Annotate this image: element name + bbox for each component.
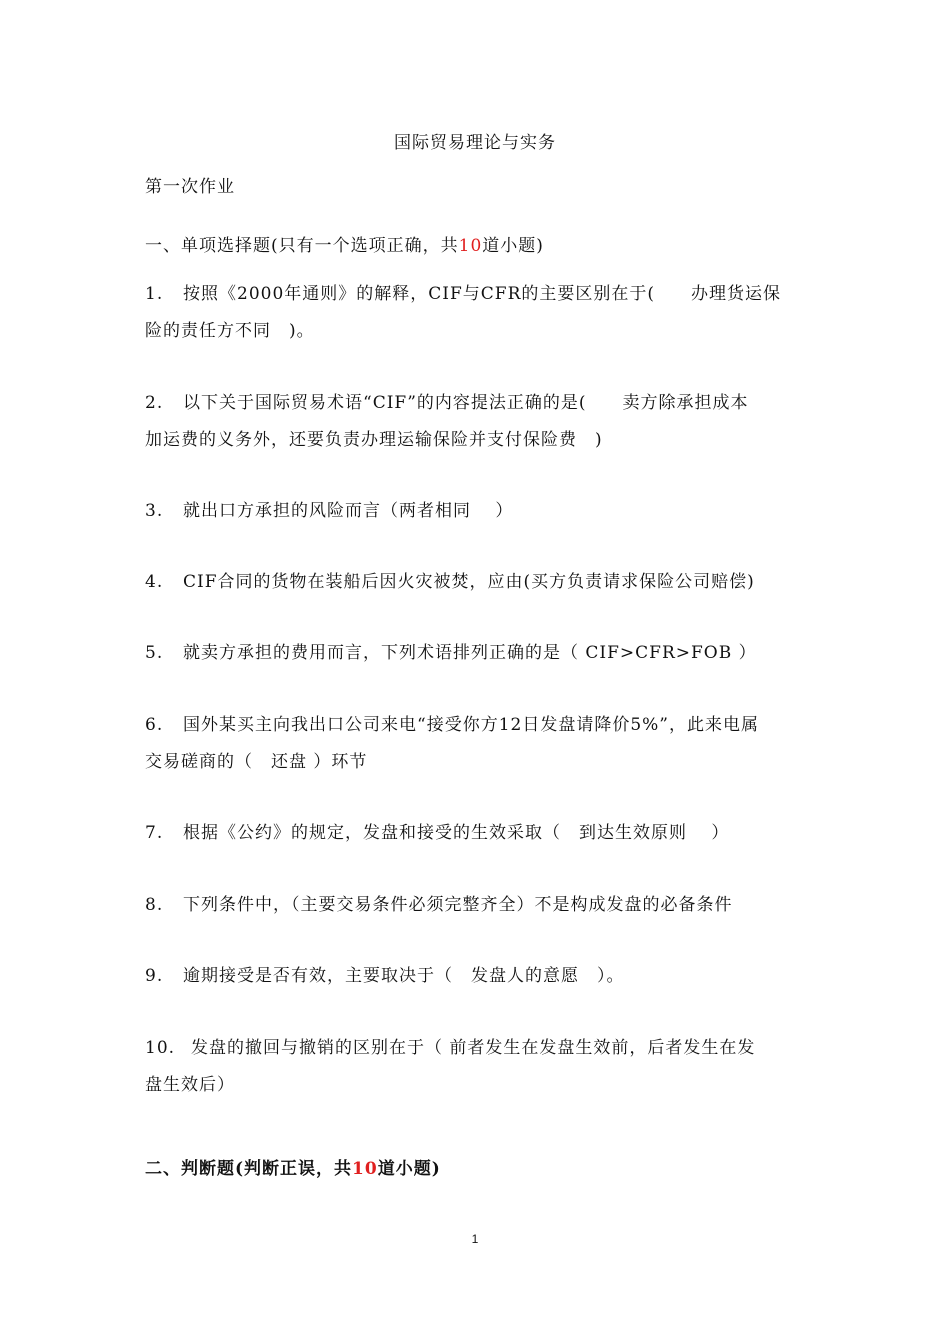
question-text: 下列条件中，（主要交易条件必须完整齐全）不是构成发盘的必备条件 xyxy=(183,895,733,915)
question-text: 就出口方承担的风险而言（两者相同 ） xyxy=(183,501,514,521)
question-1-continued: 险的责任方不同 )。 xyxy=(145,321,315,341)
question-number: 10. xyxy=(145,1038,176,1058)
question-number: 1. xyxy=(145,284,164,304)
question-text: 国外某买主向我出口公司来电“接受你方12日发盘请降价5%”，此来电属 xyxy=(183,715,759,735)
question-number: 8. xyxy=(145,895,164,915)
question-number: 7. xyxy=(145,823,164,843)
question-text: CIF合同的货物在装船后因火灾被焚，应由(买方负责请求保险公司赔偿) xyxy=(183,572,755,592)
section-prefix: 一、单项选择题(只有一个选项正确，共 xyxy=(145,236,459,256)
question-text: 逾期接受是否有效，主要取决于（ 发盘人的意愿 ）。 xyxy=(183,966,625,986)
question-5 xyxy=(145,643,757,663)
question-10 xyxy=(145,1038,755,1058)
section-prefix: 二、判断题(判断正误，共 xyxy=(145,1159,353,1179)
question-6 xyxy=(145,715,759,735)
question-2 xyxy=(145,393,749,413)
question-9 xyxy=(145,966,625,986)
question-number: 9. xyxy=(145,966,164,986)
question-2-continued: 加运费的义务外，还要负责办理运输保险并支付保险费 ) xyxy=(145,430,603,450)
question-text: 根据《公约》的规定，发盘和接受的生效采取（ 到达生效原则 ） xyxy=(183,823,730,843)
question-10-continued: 盘生效后） xyxy=(145,1075,235,1095)
question-text: 按照《2000年通则》的解释，CIF与CFR的主要区别在于( 办理货运保 xyxy=(183,284,782,304)
section-suffix: 道小题) xyxy=(482,236,544,256)
question-text: 发盘的撤回与撤销的区别在于（ 前者发生在发盘生效前，后者发生在发 xyxy=(191,1038,756,1058)
page-number: 1 xyxy=(471,1232,479,1246)
question-number: 6. xyxy=(145,715,164,735)
question-number: 4. xyxy=(145,572,164,592)
question-6-continued: 交易磋商的（ 还盘 ）环节 xyxy=(145,752,368,772)
question-number: 2. xyxy=(145,393,164,413)
question-text: 以下关于国际贸易术语“CIF”的内容提法正确的是( 卖方除承担成本 xyxy=(183,393,749,413)
question-count: 10 xyxy=(458,236,483,256)
question-1 xyxy=(145,284,781,304)
question-8 xyxy=(145,895,733,915)
section-heading-single-choice xyxy=(145,236,544,256)
assignment-heading: 第一次作业 xyxy=(145,177,235,197)
question-number: 3. xyxy=(145,501,164,521)
question-text: 就卖方承担的费用而言，下列术语排列正确的是（ CIF>CFR>FOB ） xyxy=(183,643,757,663)
question-4 xyxy=(145,572,755,592)
question-number: 5. xyxy=(145,643,164,663)
question-7 xyxy=(145,823,729,843)
section-heading-true-false xyxy=(145,1159,441,1179)
question-count: 10 xyxy=(352,1159,378,1179)
section-suffix: 道小题) xyxy=(377,1159,441,1179)
question-3 xyxy=(145,501,513,521)
document-title: 国际贸易理论与实务 xyxy=(394,133,556,153)
